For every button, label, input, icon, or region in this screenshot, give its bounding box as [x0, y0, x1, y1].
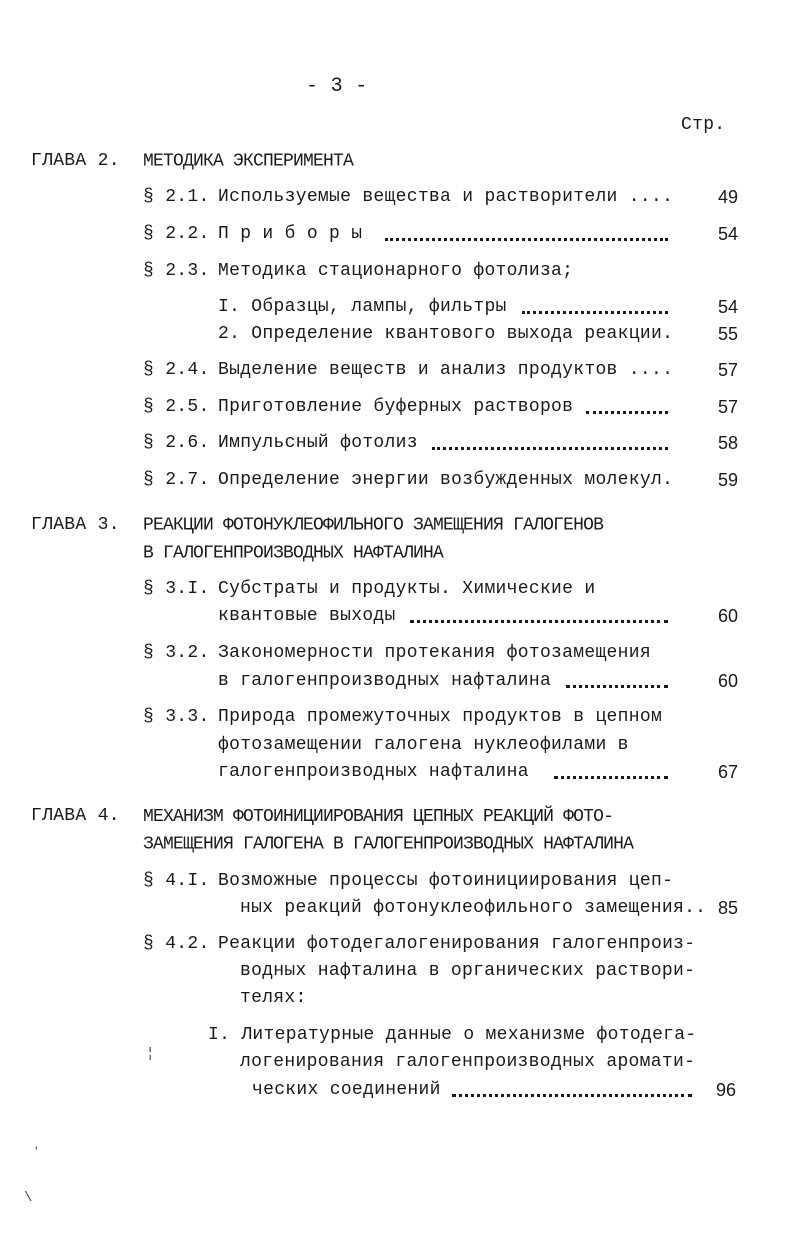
section-page: 54 [717, 224, 738, 244]
dot-leader [410, 605, 668, 627]
section-title: Определение энергии возбужденных молекул. [218, 470, 674, 490]
scan-speck: \ [24, 1190, 33, 1206]
section-title: П р и б о р ы [218, 224, 363, 244]
section-title: квантовые выходы [218, 606, 396, 626]
section-title: Приготовление буферных растворов [218, 397, 574, 417]
section-title: Природа промежуточных продуктов в цепном [218, 707, 663, 727]
section-page: 57 [717, 360, 738, 380]
section-title: водных нафталина в органических раствори- [240, 961, 696, 981]
section-number: § 2.1. [143, 187, 210, 207]
section-page: 60 [717, 606, 738, 626]
section-page: 67 [717, 762, 738, 782]
section-page: 49 [717, 187, 738, 207]
section-title: Используемые вещества и растворители .... [218, 187, 674, 207]
section-number: § 2.2. [143, 224, 210, 244]
section-number: § 3.2. [143, 643, 210, 663]
section-title: Методика стационарного фотолиза; [218, 261, 574, 281]
section-title: галогенпроизводных нафталина [218, 762, 529, 782]
section-page: 85 [717, 898, 738, 918]
subitem-page: 96 [715, 1080, 736, 1100]
section-number: § 2.7. [143, 470, 210, 490]
subitem-page: 55 [717, 324, 738, 344]
section-title: Закономерности протекания фотозамещения [218, 643, 651, 663]
page-number: - 3 - [306, 75, 368, 98]
section-title: телях: [240, 988, 307, 1008]
section-number: § 3.3. [143, 707, 210, 727]
section-page: 59 [717, 470, 738, 490]
section-number: § 2.4. [143, 360, 210, 380]
section-title: ных реакций фотонуклеофильного замещения.. [240, 898, 707, 918]
section-page: 58 [717, 433, 738, 453]
section-number: § 2.3. [143, 261, 210, 281]
section-title: Реакции фотодегалогенирования галогенпроиз- [218, 934, 696, 954]
subitem-title: ческих соединений [252, 1080, 441, 1100]
section-number: § 3.I. [143, 579, 210, 599]
chapter-title: В ГАЛОГЕНПРОИЗВОДНЫХ НАФТАЛИНА [143, 543, 444, 565]
chapter-label: ГЛАВА 3. [31, 515, 120, 535]
subitem-title: 2. Определение квантового выхода реакции. [218, 324, 674, 344]
section-title: в галогенпроизводных нафталина [218, 671, 552, 691]
chapter-title: МЕХАНИЗМ ФОТОИНИЦИИРОВАНИЯ ЦЕПНЫХ РЕАКЦИЙ ФОТО- [143, 806, 614, 828]
subitem-title: I. Литературные данные о механизме фотодега- [208, 1025, 697, 1045]
dot-leader [522, 296, 668, 318]
section-title: Возможные процессы фотоинициирования цеп- [218, 871, 674, 891]
chapter-title: ЗАМЕЩЕНИЯ ГАЛОГЕНА В ГАЛОГЕНПРОИЗВОДНЫХ НАФТАЛИНА [143, 834, 634, 856]
scan-speck: ¦ [146, 1046, 155, 1062]
section-title: Субстраты и продукты. Химические и [218, 579, 596, 599]
chapter-label: ГЛАВА 2. [31, 151, 120, 171]
chapter-label: ГЛАВА 4. [31, 806, 120, 826]
dot-leader [566, 670, 668, 692]
section-number: § 4.2. [143, 934, 210, 954]
section-page: 60 [717, 671, 738, 691]
dot-leader [432, 432, 668, 454]
section-number: § 2.5. [143, 397, 210, 417]
section-title: фотозамещении галогена нуклеофилами в [218, 735, 629, 755]
section-page: 57 [717, 397, 738, 417]
dot-leader [452, 1079, 692, 1101]
page-column-label: Стр. [681, 115, 726, 135]
dot-leader [586, 396, 668, 418]
dot-leader [554, 761, 668, 783]
chapter-title: МЕТОДИКА ЭКСПЕРИМЕНТА [143, 151, 354, 173]
subitem-title: логенирования галогенпроизводных аромати- [240, 1052, 696, 1072]
section-number: § 4.I. [143, 871, 210, 891]
scan-speck: ʼ [32, 1146, 41, 1162]
subitem-page: 54 [717, 297, 738, 317]
subitem-title: I. Образцы, лампы, фильтры [218, 297, 507, 317]
section-number: § 2.6. [143, 433, 210, 453]
section-title: Выделение веществ и анализ продуктов .... [218, 360, 674, 380]
dot-leader [385, 223, 668, 245]
section-title: Импульсный фотолиз [218, 433, 418, 453]
chapter-title: РЕАКЦИИ ФОТОНУКЛЕОФИЛЬНОГО ЗАМЕЩЕНИЯ ГАЛОГЕНОВ [143, 515, 604, 537]
